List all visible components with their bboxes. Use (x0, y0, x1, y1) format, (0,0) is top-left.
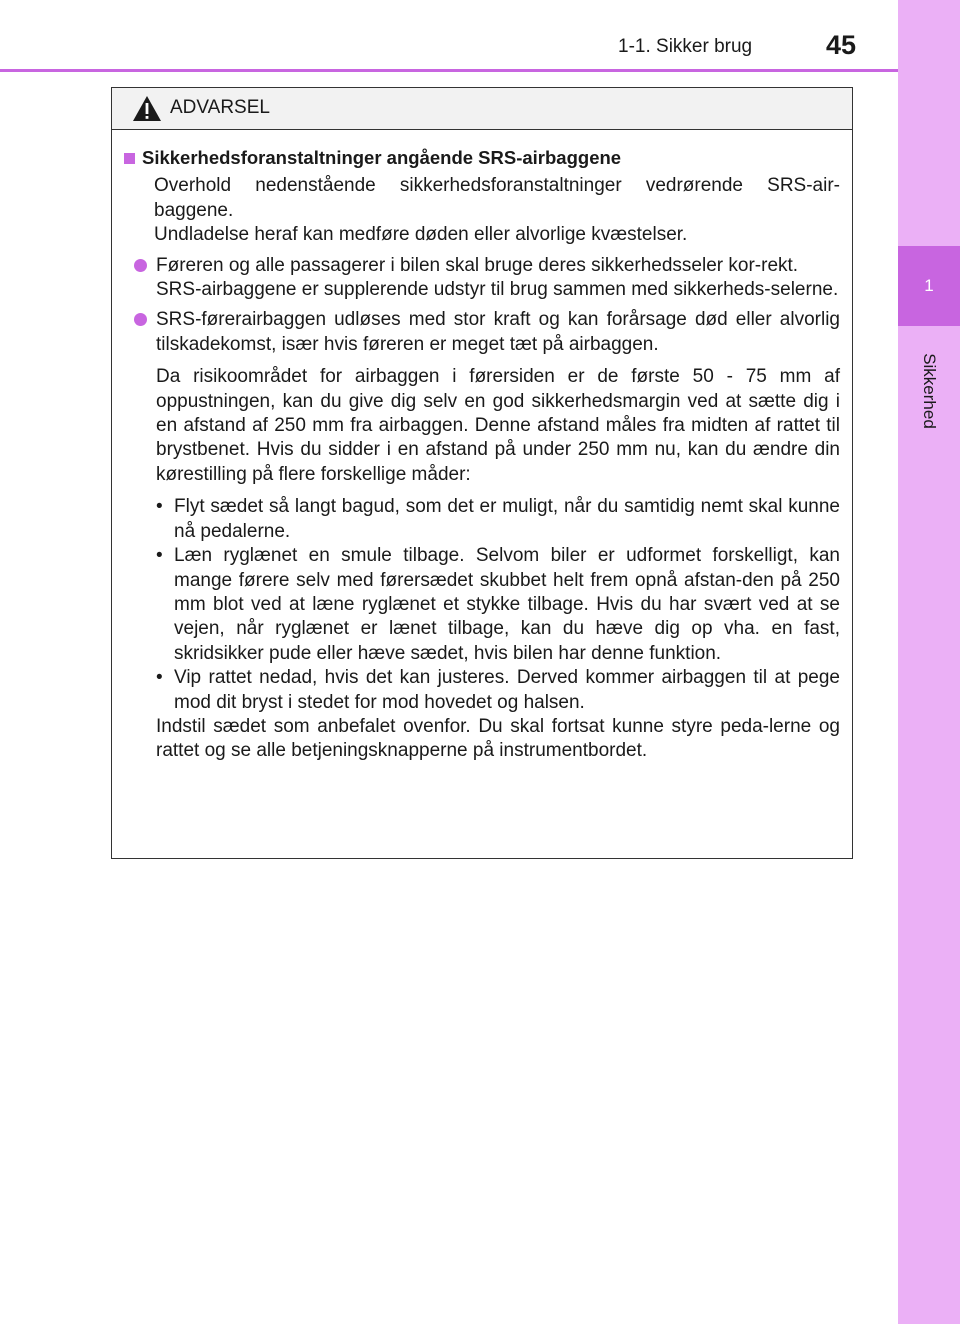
intro-paragraph: Undladelse heraf kan medføre døden eller alvorlige kvæstelser. (154, 224, 688, 246)
chapter-title-text: Sikkerhed (920, 353, 940, 429)
warning-heading-text: Sikkerhedsforanstaltninger angående SRS-airbaggene (142, 147, 622, 168)
bullet-text: SRS-airbaggene er supplerende udstyr til brug sammen med sikkerheds-selerne. (156, 279, 839, 301)
warning-heading (124, 146, 840, 170)
list-dot-icon: • (156, 667, 163, 689)
dash-list-item (156, 495, 840, 544)
bullet-item (156, 254, 840, 303)
warning-header (112, 88, 852, 130)
dash-item-text: Vip rattet nedad, hvis det kan justeres. Derved kommer airbaggen til at pege mod dit bryst i stedet for mod hovedet og halsen. (174, 667, 840, 713)
warning-box (111, 87, 853, 859)
list-dot-icon: • (156, 545, 163, 567)
dash-list (156, 495, 840, 715)
circle-bullet-icon (134, 259, 147, 272)
chapter-number-tab[interactable] (898, 246, 960, 326)
bullet-text: SRS-førerairbaggen udløses med stor kraft og kan forårsage død eller alvorlig tilskadekomst, især hvis føreren er meget tæt på airbaggen. (156, 309, 840, 355)
dash-list-item (156, 666, 840, 715)
bullet-text: Føreren og alle passagerer i bilen skal bruge deres sikkerhedsseler kor-rekt. (156, 254, 799, 276)
circle-bullet-icon (134, 313, 147, 326)
detail-paragraph: Da risikoområdet for airbaggen i førersiden er de første 50 - 75 mm af oppustningen, kan du give dig selv en god sikkerhedsmargin ved at sætte dig i en afstand af 250 mm fra airbaggen. Denne afstand måles fra midten af rattet til brystbenet. Hvis du sidder i en afstand på under 250 mm nu, kan du ændre din kørestilling på flere forskellige måder: (156, 366, 840, 485)
chapter-number: 1 (924, 276, 934, 295)
intro-paragraph: Overhold nedenstående sikkerhedsforanstaltninger vedrørende SRS-air-baggene. (154, 175, 840, 221)
dash-list-item (156, 544, 840, 666)
dash-item-text: Flyt sædet så langt bagud, som det er muligt, når du samtidig nemt skal kunne nå pedalerne. (174, 496, 840, 542)
warning-body (112, 130, 852, 764)
chapter-title (898, 336, 960, 446)
closing-paragraph: Indstil sædet som anbefalet ovenfor. Du skal fortsat kunne styre peda-lerne og rattet og se alle betjeningsknapperne på instrumentbordet. (156, 715, 840, 762)
chapter-sidebar (898, 0, 960, 1324)
section-title: 1-1. Sikker brug (618, 36, 753, 57)
warning-triangle-icon (132, 95, 162, 122)
warning-label: ADVARSEL (170, 97, 270, 118)
header-divider (0, 69, 898, 72)
bullet-item (156, 308, 840, 357)
page-number: 45 (826, 30, 857, 60)
square-bullet-icon (124, 153, 135, 164)
list-dot-icon: • (156, 496, 163, 518)
dash-item-text: Læn ryglænet en smule tilbage. Selvom biler er udformet forskelligt, kan mange førere selv med førersædet skubbet helt frem opnå afstan-den på 250 mm blot ved at læne ryglænet et stykke tilbage. Hvis du har svært ved at se vejen, når ryglænet er lænet tilbage, kan du hæve dig op vha. en fast, skridsikker pude eller hæve sædet, hvis bilen har denne funktion. (174, 545, 840, 664)
